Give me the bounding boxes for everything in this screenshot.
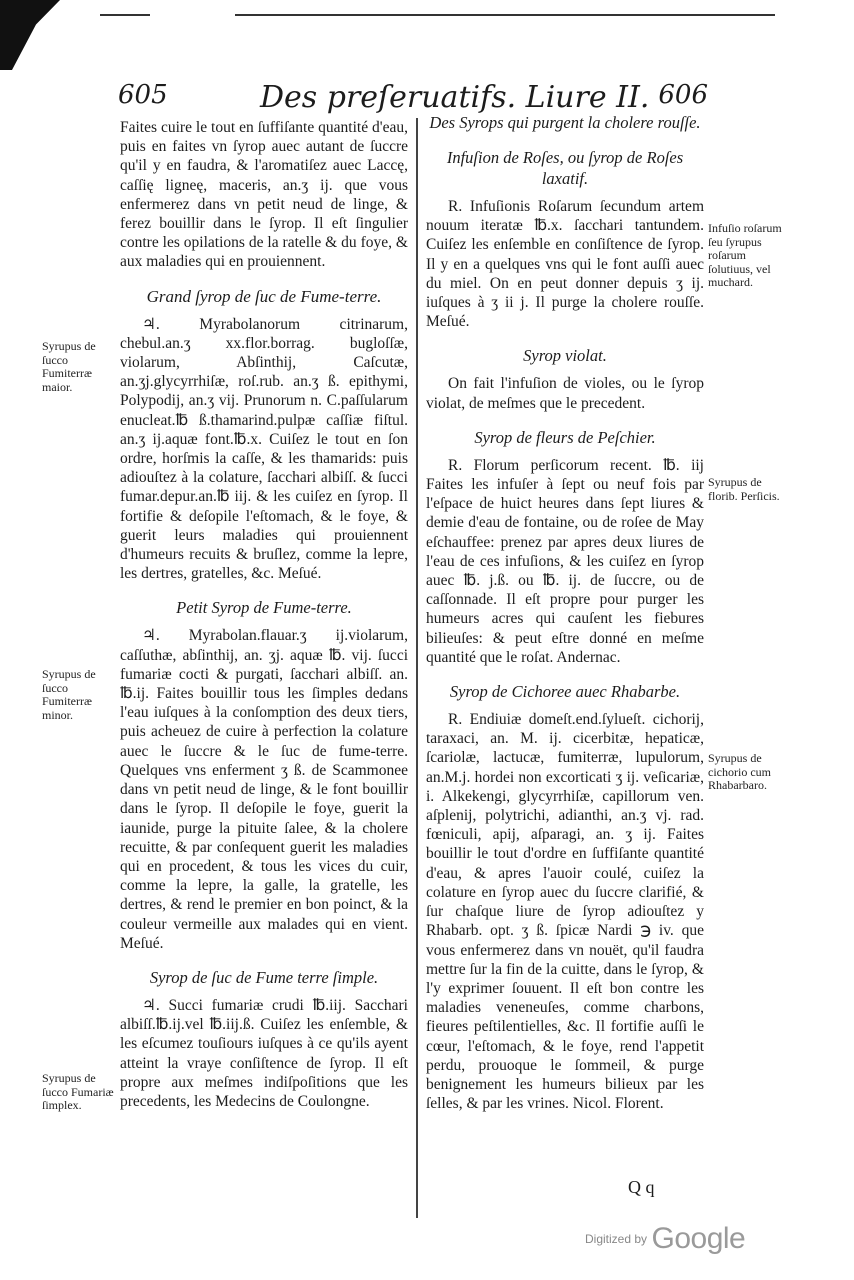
heading-grand-syrop: Grand ſyrop de ſuc de Fume-terre. <box>146 286 382 306</box>
right-column <box>426 112 704 1119</box>
running-title: Des preſeruatifs. Liure II. <box>260 80 650 115</box>
margin-note: Syrupus de florib. Perſicis. <box>708 475 780 503</box>
margin-note: Syrupus de ſucco Fumiterræ maior. <box>42 339 96 394</box>
column-divider <box>416 118 418 1218</box>
watermark-prefix: Digitized by <box>585 1232 648 1246</box>
margin-note: Infuſio roſarum ſeu ſyrupus roſarum ſolutiuus, vel muchard. <box>708 221 782 289</box>
paragraph-syrop-violat: On fait l'infuſion de violes, ou le ſyrop violat, de meſmes que le precedent. <box>426 375 704 412</box>
page-number-left: 605 <box>118 80 168 110</box>
ink-blot <box>0 0 60 70</box>
page-number-right: 606 <box>658 80 708 110</box>
heading-syrop-violat: Syrop violat. <box>523 346 607 366</box>
margin-note: Syrupus de cichorio cum Rhabarbaro. <box>708 751 771 792</box>
paragraph-fleurs-peschier: R. Florum perſicorum recent. ℔. iij Faites les infuſer à ſept ou neuf fois par l'eſpace de huict heures dans ſept liures & demie d'eau de fontaine, ou de roſee de May eſchauffee: prenez par apres deux liures de l'eau de ces infuſions, & les cuiſez en ſyrop auec ℔. j.ß. ou ℔. ij. de ſuccre, ou de caſſonnade. Il eſt propre pour purger les humeurs acres qui cauſent les fiebures bilieuſes: & peut eſtre donné en meſme quantité que le roſat. Andernac. <box>426 456 704 666</box>
left-column <box>120 118 408 1117</box>
paragraph-infusion-roses: R. Infuſionis Roſarum ſecundum artem nouum iteratæ ℔.x. ſacchari tantundem. Cuiſez les enſemble en conſiſtence de ſyrop. Il y en a quelques vns qui le font auſſi auec du miel. On en peut donner depuis ʒ ij. iuſques à ʒ ii j. Il purge la cholere rouſſe. Meſué. <box>426 198 704 331</box>
cropped-top-text <box>100 0 150 16</box>
paragraph-cichoree: R. Endiuiæ domeſt.end.ſylueſt. cichorij, taraxaci, an. M. ij. cicerbitæ, hepaticæ, ſcariolæ, lactucæ, fumiterræ, lupulorum, an.M.j. hordei non excorticati ʒ ij. veſicariæ, i. Alkekengi, glycyrrhiſæ, capillorum ven. aſplenij, polytrichi, adianthi, an.ʒ vj. rad. fœniculi, apij, aſparagi, an. ʒ ij. Faites bouillir le tout d'ordre en ſuffiſante quantité d'eau, & apres l'auoir coulé, cuiſez la colature en ſyrop auec du ſuccre clarifié, & ſur chaſque liure de ſyrop adiouſtez y Rhabarb. opt. ʒ ß. ſpicæ Nardi ℈ iv. que vous enfermerez dans vn nouët, qu'il faudra mettre ſur la fin de la cuitte, dans le ſyrop, & l'y exprimer ſouuent. Il eſt bon contre les maladies veneneuſes, comme charbons, fieures peſtilentielles, &c. Il fortifie auſſi le cœur, l'eſtomach, & le foye, rend l'appetit perdu, prouoque le ſommeil, & purge benignement les humeurs bilieux par les ſelles, & par les vrines. Nicol. Florent. <box>426 711 704 1113</box>
heading-cichoree: Syrop de Cichoree auec Rhabarbe. <box>449 682 681 702</box>
google-watermark <box>585 1222 745 1256</box>
paragraph-grand-syrop: ♃. Myrabolanorum citrinarum, chebul.an.ʒ xx.flor.borrag. bugloſſæ, violarum, Abſinthij, Caſcutæ, an.ʒj.glycyrrhiſæ, roſ.rub. an.ʒ ß. epithymi, Polypodij, an.ʒ vij. Prunorum n. C.paſſularum enucleat.℔ ß.thamarind.pulpæ caſſiæ fiſtul. an.ʒ ij.aquæ font.℔.x. Cuiſez le tout en ſon ordre, horſmis la caſſe, & les thamarids: puis adiouſtez à la colature, ſacchari albiſſ. & ſucci fumar.depur.an.℔ iij. & les cuiſez en ſyrop. Il fortifie & deſopile l'eſtomach, & le foye, & guerit leurs maladies qui prouiennent d'humeurs recuits & bruſlez, comme la lepre, les dertres, gratelles, &c. Meſué. <box>120 315 408 583</box>
heading-syrop-simple: Syrop de ſuc de Fume terre ſimple. <box>149 967 379 987</box>
paragraph-syrop-simple: ♃. Succi fumariæ crudi ℔.iij. Sacchari albiſſ.℔.ij.vel ℔.iij.ß. Cuiſez les enſemble, & les eſcumez touſiours iuſques à ce qu'ils ayent atteint la vraye conſiſtence de ſyrop. Il eſt propre aux meſmes indiſpoſitions que les precedents, les Medecins de Coulongne. <box>120 996 408 1110</box>
signature-mark: Q q <box>628 1177 655 1197</box>
google-logo: Google <box>651 1222 746 1255</box>
paragraph-petit-syrop: ♃. Myrabolan.flauar.ʒ ij.violarum, caſſuthæ, abſinthij, an. ʒj. aquæ ℔. vij. ſucci fumariæ cocti & purgati, ſacchari albiſſ. an. ℔.ij. Faites bouillir tous les ſimples dedans l'eau iuſques à la conſomption des deux tiers, puis acheuez de cuire à perfection la colature auec le ſuccre & le ſuc de fume-terre. Quelques vns enferment ʒ ß. de Scammonee dans vn petit neud de linge, & le font bouillir dans le ſyrop. Il deſopile le foye, guerit la iaunide, purge la pituite ſalee, & la cholere recuitte, & par conſequent guerit les maladies qui en procedent, & tous les vices du cuir, comme la lepre, la galle, la gratelle, les dertres, & rend le premier en bon poinct, & la couleur vermeille aux malades qui en vient. Meſué. <box>120 627 408 952</box>
heading-fleurs-peschier: Syrop de fleurs de Peſchier. <box>474 427 656 447</box>
margin-note: Syrupus de ſucco Fumiterræ minor. <box>42 667 96 722</box>
cropped-top-line <box>235 0 775 16</box>
margin-note: Syrupus de ſucco Fumariæ ſimplex. <box>42 1071 114 1112</box>
paragraph-intro: Faites cuire le tout en ſuffiſante quantité d'eau, puis en faites vn ſyrop auec autant de ſuccre qu'il y en faudra, & l'aromatiſez auec Laccę, caſſię ligneę, maceris, an.ʒ ij. que vous enfermerez dans vn petit neud de linge, & ferez bouillir dans le ſyrop. Il eſt ſingulier contre les opilations de la ratelle & du foye, & aux maladies qui en prouiennent. <box>120 119 408 271</box>
heading-petit-syrop: Petit Syrop de Fume-terre. <box>176 598 352 618</box>
heading-infusion-roses: Infuſion de Roſes, ou ſyrop de Roſes laxatif. <box>446 148 684 188</box>
heading-cholere: Des Syrops qui purgent la cholere rouſſe. <box>429 113 701 132</box>
